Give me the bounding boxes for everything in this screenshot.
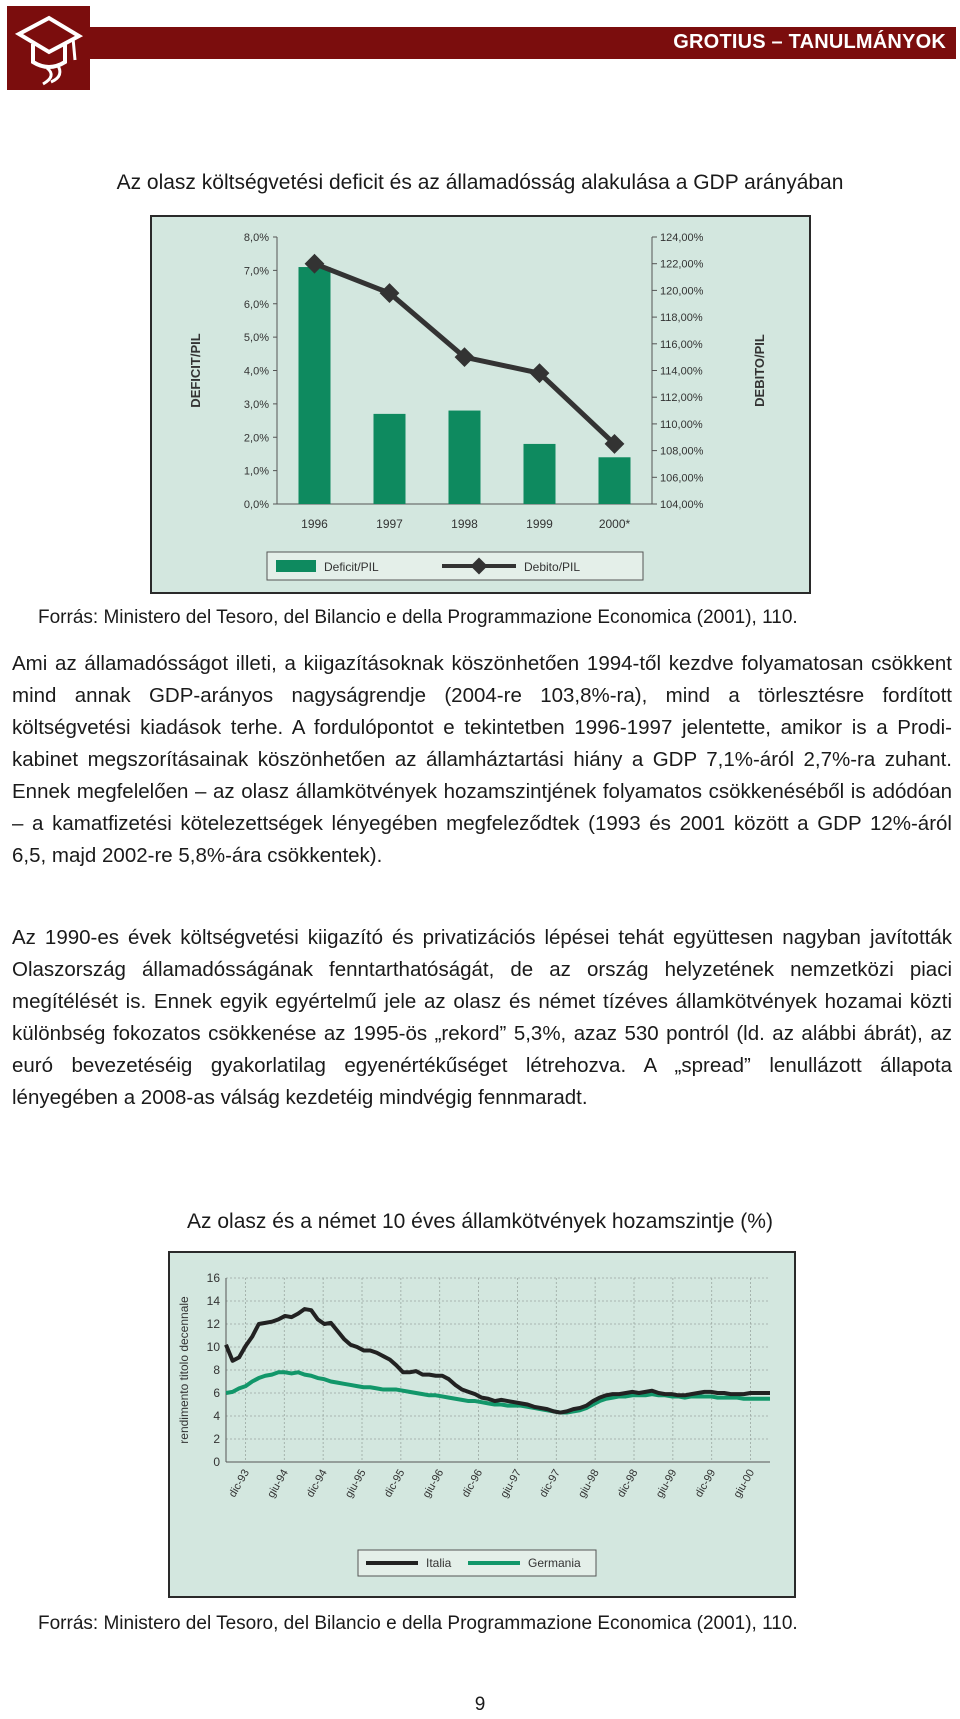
figure2-frame [168,1251,796,1598]
y2-tick-label: 112,00% [660,392,703,405]
x-tick-label: dic-95 [382,1467,408,1500]
y2-tick-label: 118,00% [660,312,703,325]
paragraph-1: Ami az államadósságot illeti, a kiigazításoknak köszönhetően 1994-től kezdve folyamatosan csökkent mind annak GDP-arányos nagyságrendje (2004-re 103,8%-ra), mind a törlesztésre fordított költségvetési kiadások terhe. A fordulópontot e tekintetben 1996-1997 jelentette, amikor is a Prodi-kabinet megszorításainak köszönhetően az államháztartási hiány a GDP 7,1%-áról 2,7%-ra zuhant. Ennek megfelelően – az olasz államkötvények hozamszintjének folyamatos csökkenéséből is adódóan – a kamatfizetési kötelezettségek lényegében megfeleződtek (1993 és 2001 között a GDP 12%-áról 6,5, majd 2002-re 5,8%-ára csökkentek). [12,652,952,867]
x-tick-label: 1997 [376,517,403,531]
x-tick-label: giu-98 [576,1467,602,1500]
legend-italia-label: Italia [426,1556,452,1570]
x-tick-label: dic-99 [692,1467,719,1500]
source-figure1: Forrás: Ministero del Tesoro, del Bilancio e della Programmazione Economica (2001), 110. [38,607,798,628]
y-tick-label: 2 [213,1432,220,1446]
x-tick-label: giu-94 [265,1467,291,1500]
y-tick-label: 3,0% [243,398,269,411]
x-tick-label: 1996 [301,517,328,531]
legend-germania-label: Germania [528,1556,581,1570]
x-tick-label: giu-97 [498,1467,525,1500]
legend-debt-label: Debito/PIL [524,560,581,574]
y-tick-label: 0,0% [243,499,269,511]
deficit-bar [449,411,481,504]
figure2-caption: Az olasz és a német 10 éves államkötvények hozamszintje (%) [187,1210,773,1233]
y-tick-label: 12 [206,1317,220,1331]
deficit-bar [299,267,331,504]
deficit-bar [524,444,556,504]
deficit-bar [374,414,406,504]
x-tick-label: dic-94 [304,1467,330,1500]
y-tick-label: 14 [206,1294,220,1308]
legend-deficit-label: Deficit/PIL [324,560,379,574]
y-tick-label: 2,0% [243,432,269,445]
y-tick-label: 4 [213,1409,220,1423]
y-axis-title: rendimento titolo decennale [177,1296,191,1444]
logo-icon [7,6,90,90]
source-figure2: Forrás: Ministero del Tesoro, del Bilancio e della Programmazione Economica (2001), 110. [38,1613,798,1634]
y2-tick-label: 122,00% [660,258,704,271]
y2-tick-label: 106,00% [660,472,704,485]
x-tick-label: 1999 [526,517,553,531]
y-tick-label: 10 [206,1340,220,1354]
deficit-debt-chart [152,217,809,592]
figure1-caption: Az olasz költségvetési deficit és az államadósság alakulása a GDP arányában [116,171,844,194]
x-tick-label: giu-00 [731,1467,758,1500]
figure1-frame [150,215,811,594]
page-number: 9 [474,1694,486,1715]
x-tick-label: 2000* [598,517,631,531]
x-tick-label: dic-93 [226,1467,253,1500]
x-tick-label: dic-96 [459,1467,486,1500]
y-tick-label: 8,0% [243,232,269,244]
x-tick-label: dic-98 [615,1467,641,1500]
y2-tick-label: 108,00% [660,445,704,458]
y-tick-label: 1,0% [243,465,269,478]
y2-axis-title: DEBITO/PIL [752,334,767,407]
x-tick-label: giu-96 [420,1467,447,1500]
y2-tick-label: 116,00% [660,338,703,351]
y2-tick-label: 110,00% [660,418,703,431]
y2-tick-label: 114,00% [660,365,703,378]
y2-tick-label: 104,00% [660,499,704,511]
germania-line [226,1372,770,1412]
legend-deficit-swatch [276,560,316,572]
header-bar [88,27,956,59]
y-tick-label: 7,0% [243,265,269,278]
x-tick-label: 1998 [451,517,478,531]
y-tick-label: 0 [213,1455,220,1469]
bond-yield-chart [170,1253,794,1596]
y-tick-label: 4,0% [243,365,269,378]
y2-tick-label: 124,00% [660,232,704,244]
y2-tick-label: 120,00% [660,285,704,298]
x-tick-label: giu-95 [342,1467,369,1500]
header-title: GROTIUS – TANULMÁNYOK [673,31,946,53]
y-tick-label: 5,0% [243,332,269,345]
y-tick-label: 8 [213,1363,220,1377]
y-axis-title: DEFICIT/PIL [188,333,203,408]
y-tick-label: 6 [213,1386,220,1400]
paragraph-2: Az 1990-es évek költségvetési kiigazító és privatizációs lépései tehát együttesen nagyban javították Olaszország államadósságának fenntarthatóságát, de az ország helyzetének nemzetközi piaci megítélését is. Ennek egyik egyértelmű jele az olasz és német tízéves államkötvények hozamai közti különbség fokozatos csökkenése az 1995-ös „rekord” 5,3%, azaz 530 pontról (ld. az alábbi ábrát), az euró bevezetéséig gyakorlatilag egyenértékűséget létrehozva. A „spread” lenullázott állapota lényegében a 2008-as válság kezdetéig mindvégig fennmaradt. [12,926,952,1109]
y-tick-label: 16 [206,1271,220,1285]
deficit-bar [599,457,631,504]
x-tick-label: giu-99 [653,1467,680,1500]
y-tick-label: 6,0% [243,298,269,311]
x-tick-label: dic-97 [537,1467,563,1500]
